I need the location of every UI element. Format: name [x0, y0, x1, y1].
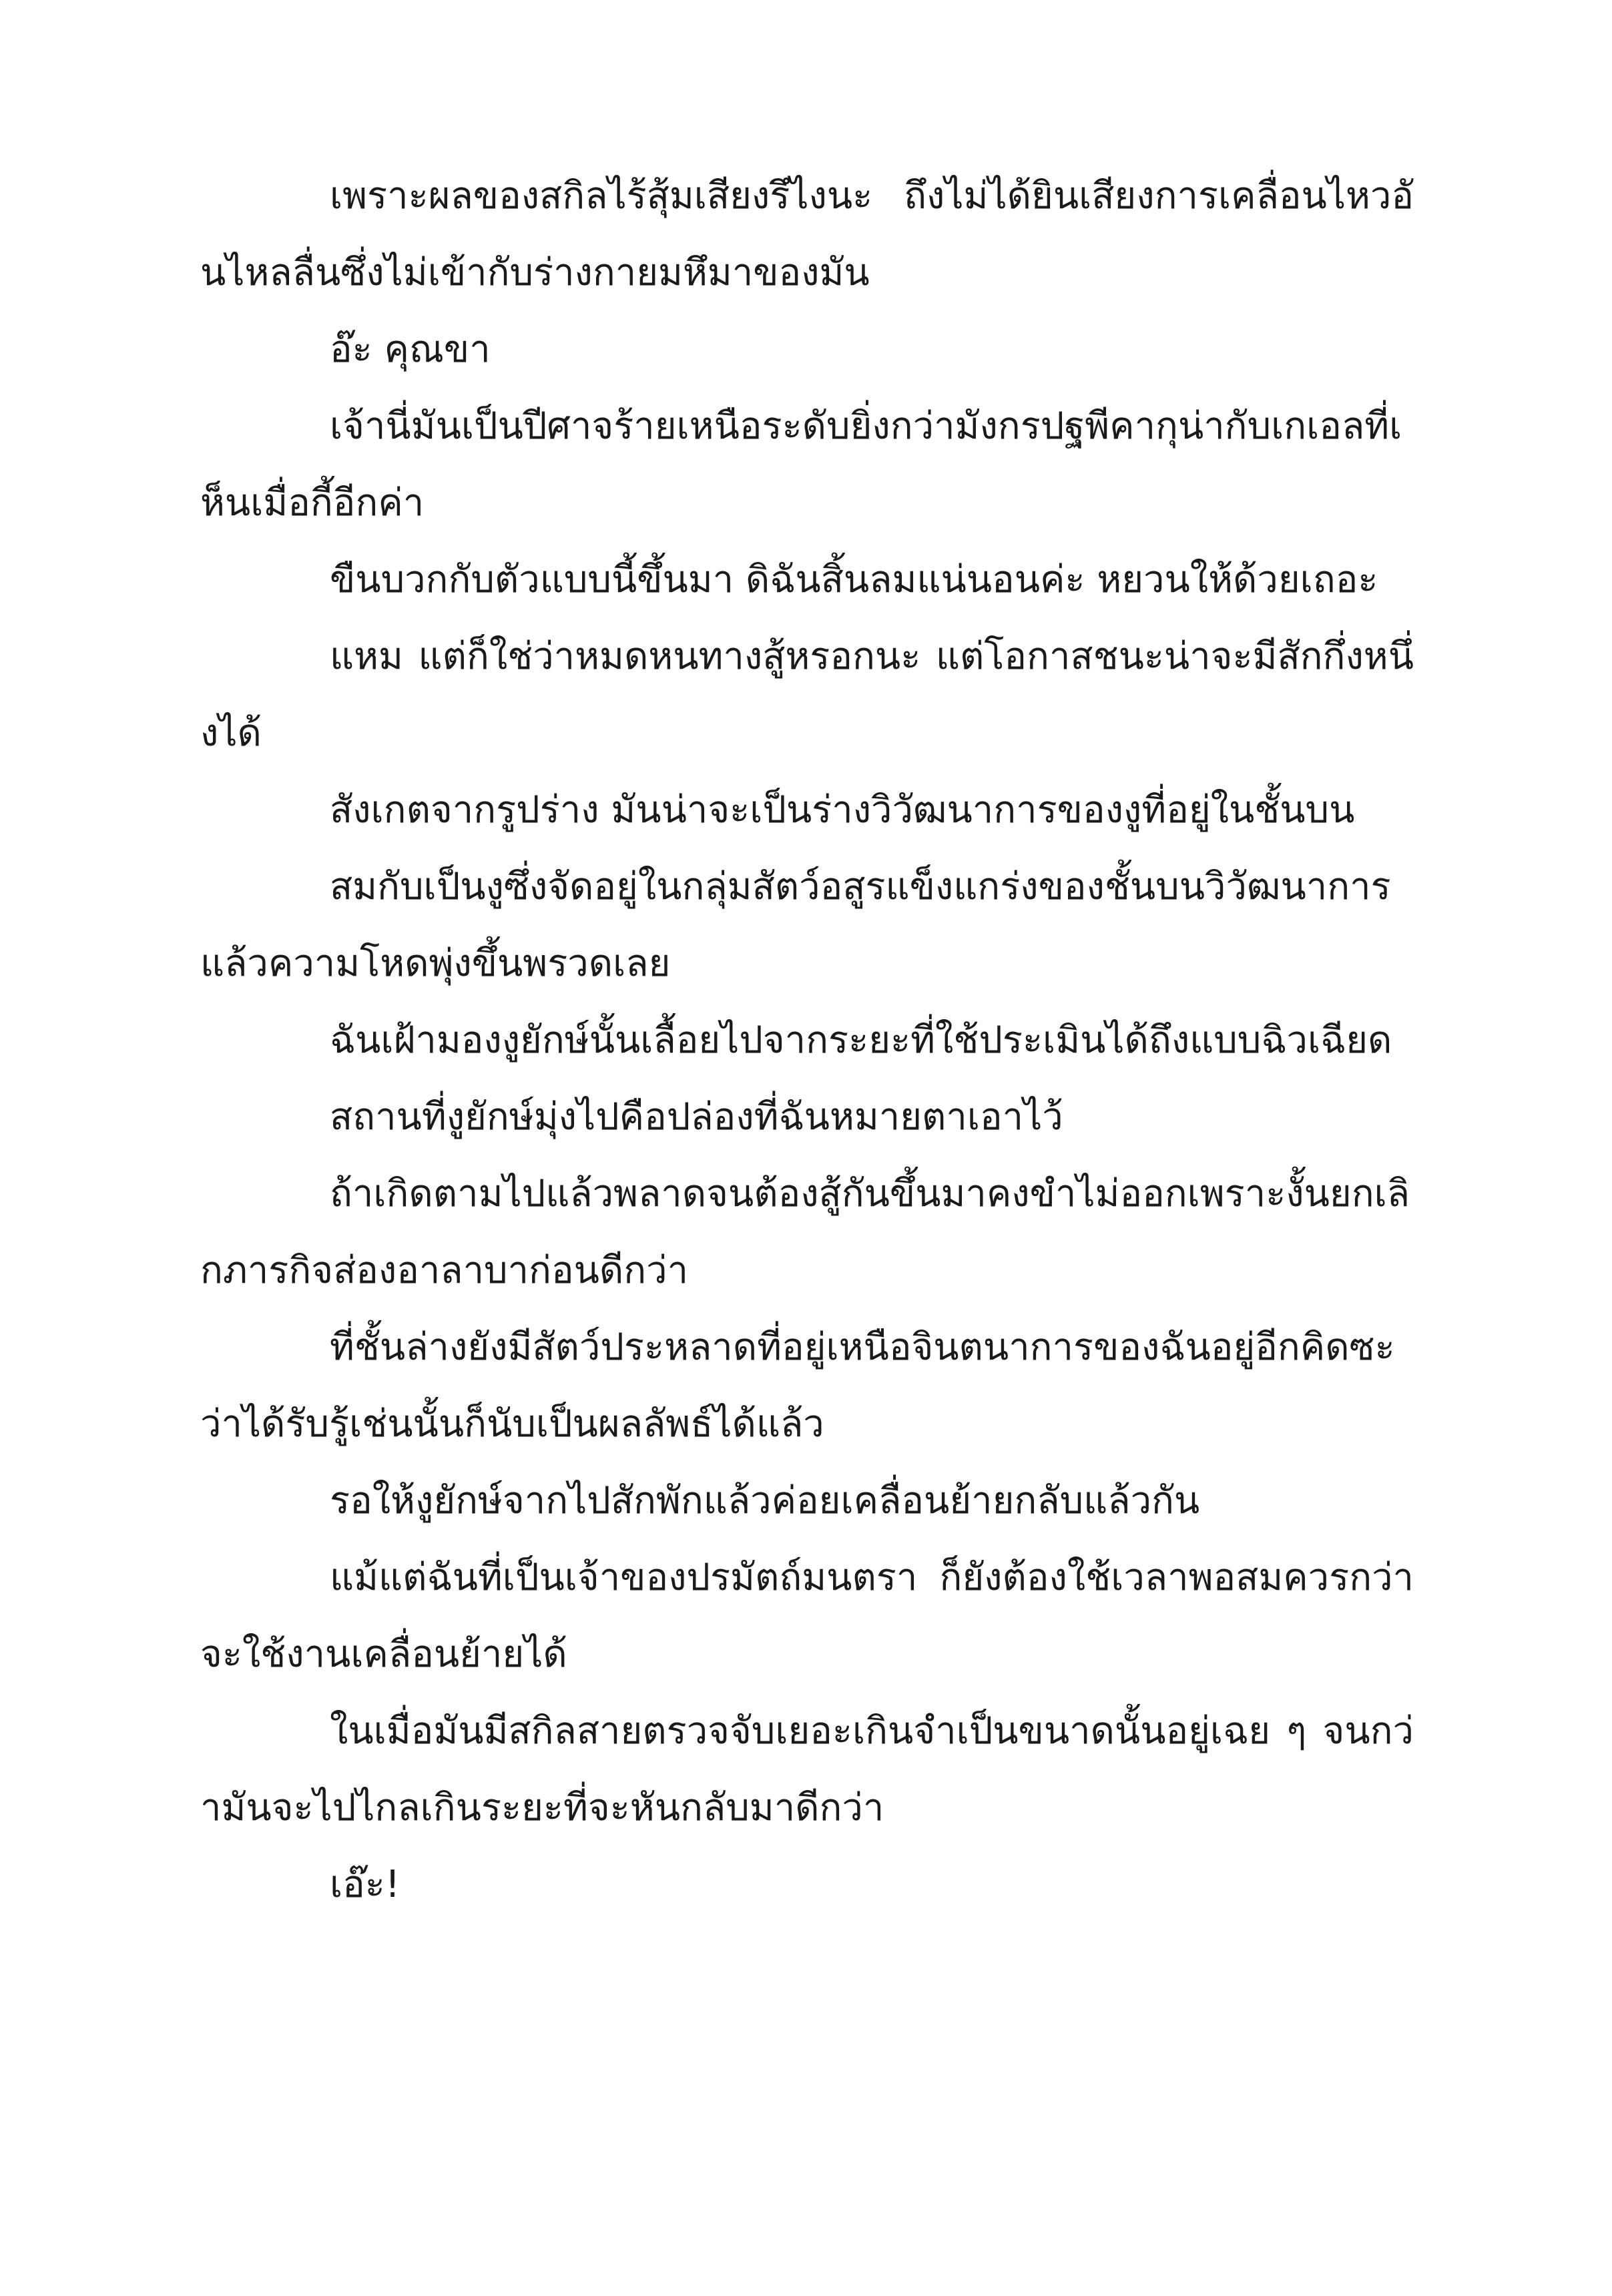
paragraph: ฉันเฝ้ามองงูยักษ์นั้นเลื้อยไปจากระยะที่ใช้ประเมินได้ถึงแบบฉิวเฉียด [330, 1019, 1392, 1062]
paragraph: สังเกตจากรูปร่าง มันน่าจะเป็นร่างวิวัฒนาการของงูที่อยู่ในชั้นบน [330, 788, 1355, 832]
paragraph: สถานที่งูยักษ์มุ่งไปคือปล่องที่ฉันหมายตาเอาไว้ [330, 1095, 1063, 1139]
paragraph: เจ้านี่มันเป็นปีศาจร้ายเหนือระดับยิ่งกว่ามังกรปฐพีคากุน่ากับเกเอลที่เห็นเมื่อกี้อีกค่า [200, 404, 1402, 525]
paragraph: เอ๊ะ! [330, 1863, 400, 1906]
paragraph: ในเมื่อมันมีสกิลสายตรวจจับเยอะเกินจำเป็นขนาดนั้นอยู่เฉย ๆ จนกว่ามันจะไปไกลเกินระยะที่จะหันกลับมาดีกว่า [200, 1709, 1414, 1829]
paragraph: แม้แต่ฉันที่เป็นเจ้าของปรมัตถ์มนตรา ก็ยังต้องใช้เวลาพอสมควรกว่าจะใช้งานเคลื่อนย้ายได้ [200, 1556, 1414, 1676]
paragraph: ขืนบวกกับตัวแบบนี้ขึ้นมา ดิฉันสิ้นลมแน่นอนค่ะ หยวนให้ด้วยเถอะ [330, 558, 1378, 601]
document-body [200, 158, 1414, 1923]
paragraph: เพราะผลของสกิลไร้สุ้มเสียงรึไงนะ ถึงไม่ได้ยินเสียงการเคลื่อนไหวอันไหลลื่นซึ่งไม่เข้ากับร่างกายมหึมาของมัน [200, 174, 1414, 294]
paragraph: สมกับเป็นงูซึ่งจัดอยู่ในกลุ่มสัตว์อสูรแข็งแกร่งของชั้นบนวิวัฒนาการแล้วความโหดพุ่งขึ้นพรวดเลย [200, 865, 1391, 985]
paragraph: ที่ชั้นล่างยังมีสัตว์ประหลาดที่อยู่เหนือจินตนาการของฉันอยู่อีกคิดซะว่าได้รับรู้เช่นนั้นก็นับเป็นผลลัพธ์ได้แล้ว [200, 1326, 1395, 1446]
paragraph: อ๊ะ คุณขา [330, 328, 491, 371]
paragraph: แหม แต่ก็ใช่ว่าหมดหนทางสู้หรอกนะ แต่โอกาสชนะน่าจะมีสักกึ่งหนึ่งได้ [200, 635, 1414, 755]
paragraph: รอให้งูยักษ์จากไปสักพักแล้วค่อยเคลื่อนย้ายกลับแล้วกัน [330, 1479, 1200, 1522]
paragraph: ถ้าเกิดตามไปแล้วพลาดจนต้องสู้กันขึ้นมาคงขำไม่ออกเพราะงั้นยกเลิกภารกิจส่องอาลาบาก่อนดีกว่า [200, 1172, 1410, 1292]
